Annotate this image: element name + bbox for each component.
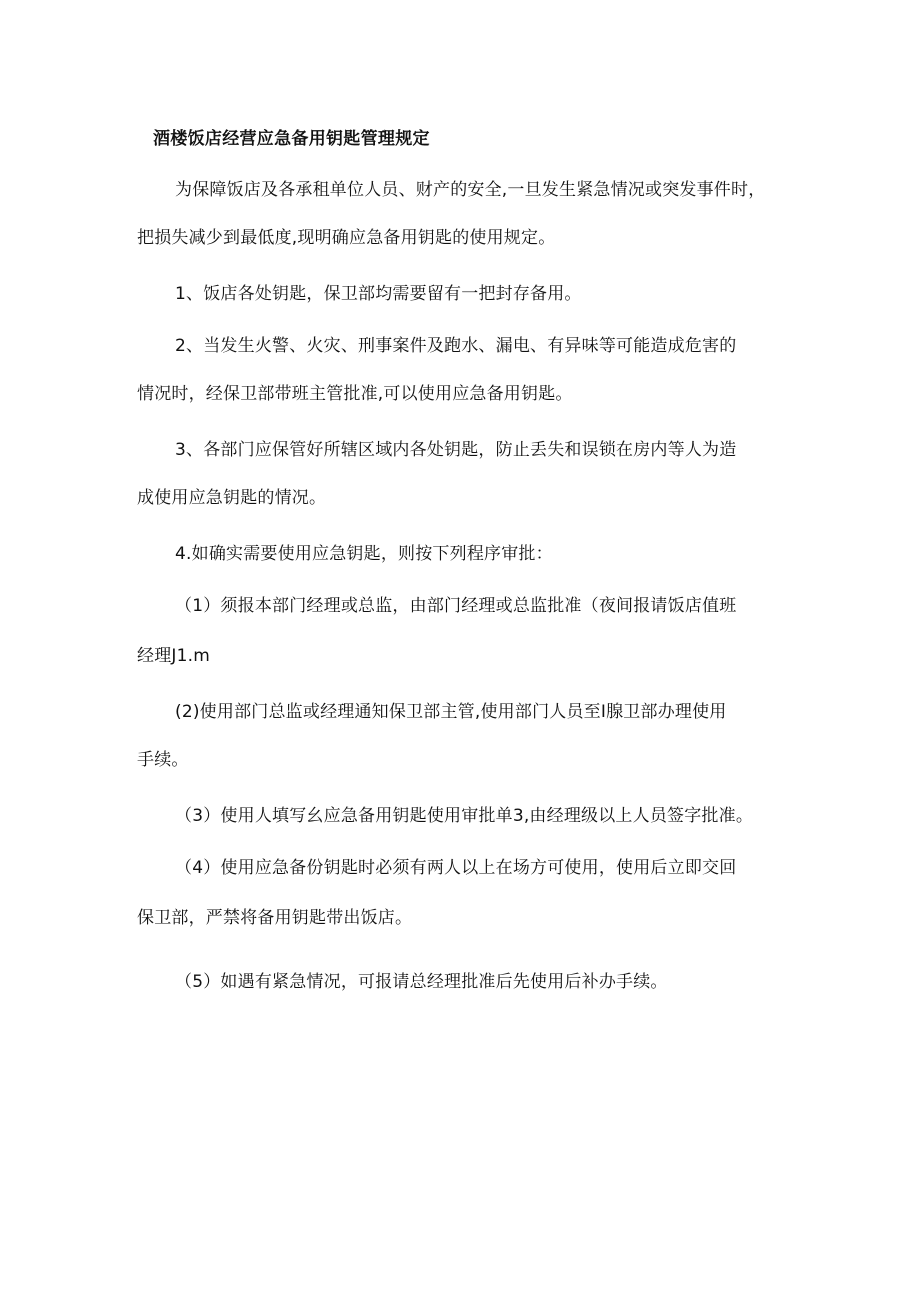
paragraph-intro-line-1: 为保障饭店及各承租单位人员、财产的安全,一旦发生紧急情况或突发事件时，	[175, 180, 766, 200]
paragraph-sub-4-line-1: （4）使用应急备份钥匙时必须有两人以上在场方可使用，使用后立即交回	[175, 858, 737, 878]
paragraph-sub-4-line-2: 保卫部，严禁将备用钥匙带出饭店。	[137, 908, 413, 928]
paragraph-sub-5-line-1: （5）如遇有紧急情况，可报请总经理批准后先使用后补办手续。	[175, 972, 668, 992]
paragraph-sub-2-line-2: 手续。	[137, 750, 189, 770]
document-title: 酒楼饭店经营应急备用钥匙管理规定	[153, 129, 430, 149]
paragraph-sub-1-line-1: （1）须报本部门经理或总监，由部门经理或总监批准（夜间报请饭店值班	[175, 596, 737, 616]
paragraph-item-1-line-1: 1、饭店各处钥匙，保卫部均需要留有一把封存备用。	[175, 284, 582, 304]
paragraph-item-2-line-2: 情况时，经保卫部带班主管批准,可以使用应急备用钥匙。	[137, 384, 573, 404]
paragraph-sub-3-line-1: （3）使用人填写幺应急备用钥匙使用审批单3,由经理级以上人员签字批准。	[175, 806, 754, 826]
paragraph-item-3-line-1: 3、各部门应保管好所辖区域内各处钥匙，防止丢失和误锁在房内等人为造	[175, 440, 737, 460]
paragraph-item-4-line-1: 4.如确实需要使用应急钥匙，则按下列程序审批：	[175, 544, 553, 564]
paragraph-item-3-line-2: 成使用应急钥匙的情况。	[137, 488, 327, 508]
paragraph-item-2-line-1: 2、当发生火警、火灾、刑事案件及跑水、漏电、有异味等可能造成危害的	[175, 336, 737, 356]
paragraph-sub-1-line-2: 经理J1.m	[137, 646, 210, 666]
paragraph-intro-line-2: 把损失减少到最低度,现明确应急备用钥匙的使用规定。	[137, 228, 556, 248]
paragraph-sub-2-line-1: (2)使用部门总监或经理通知保卫部主管,使用部门人员至I腺卫部办理使用	[175, 702, 727, 722]
